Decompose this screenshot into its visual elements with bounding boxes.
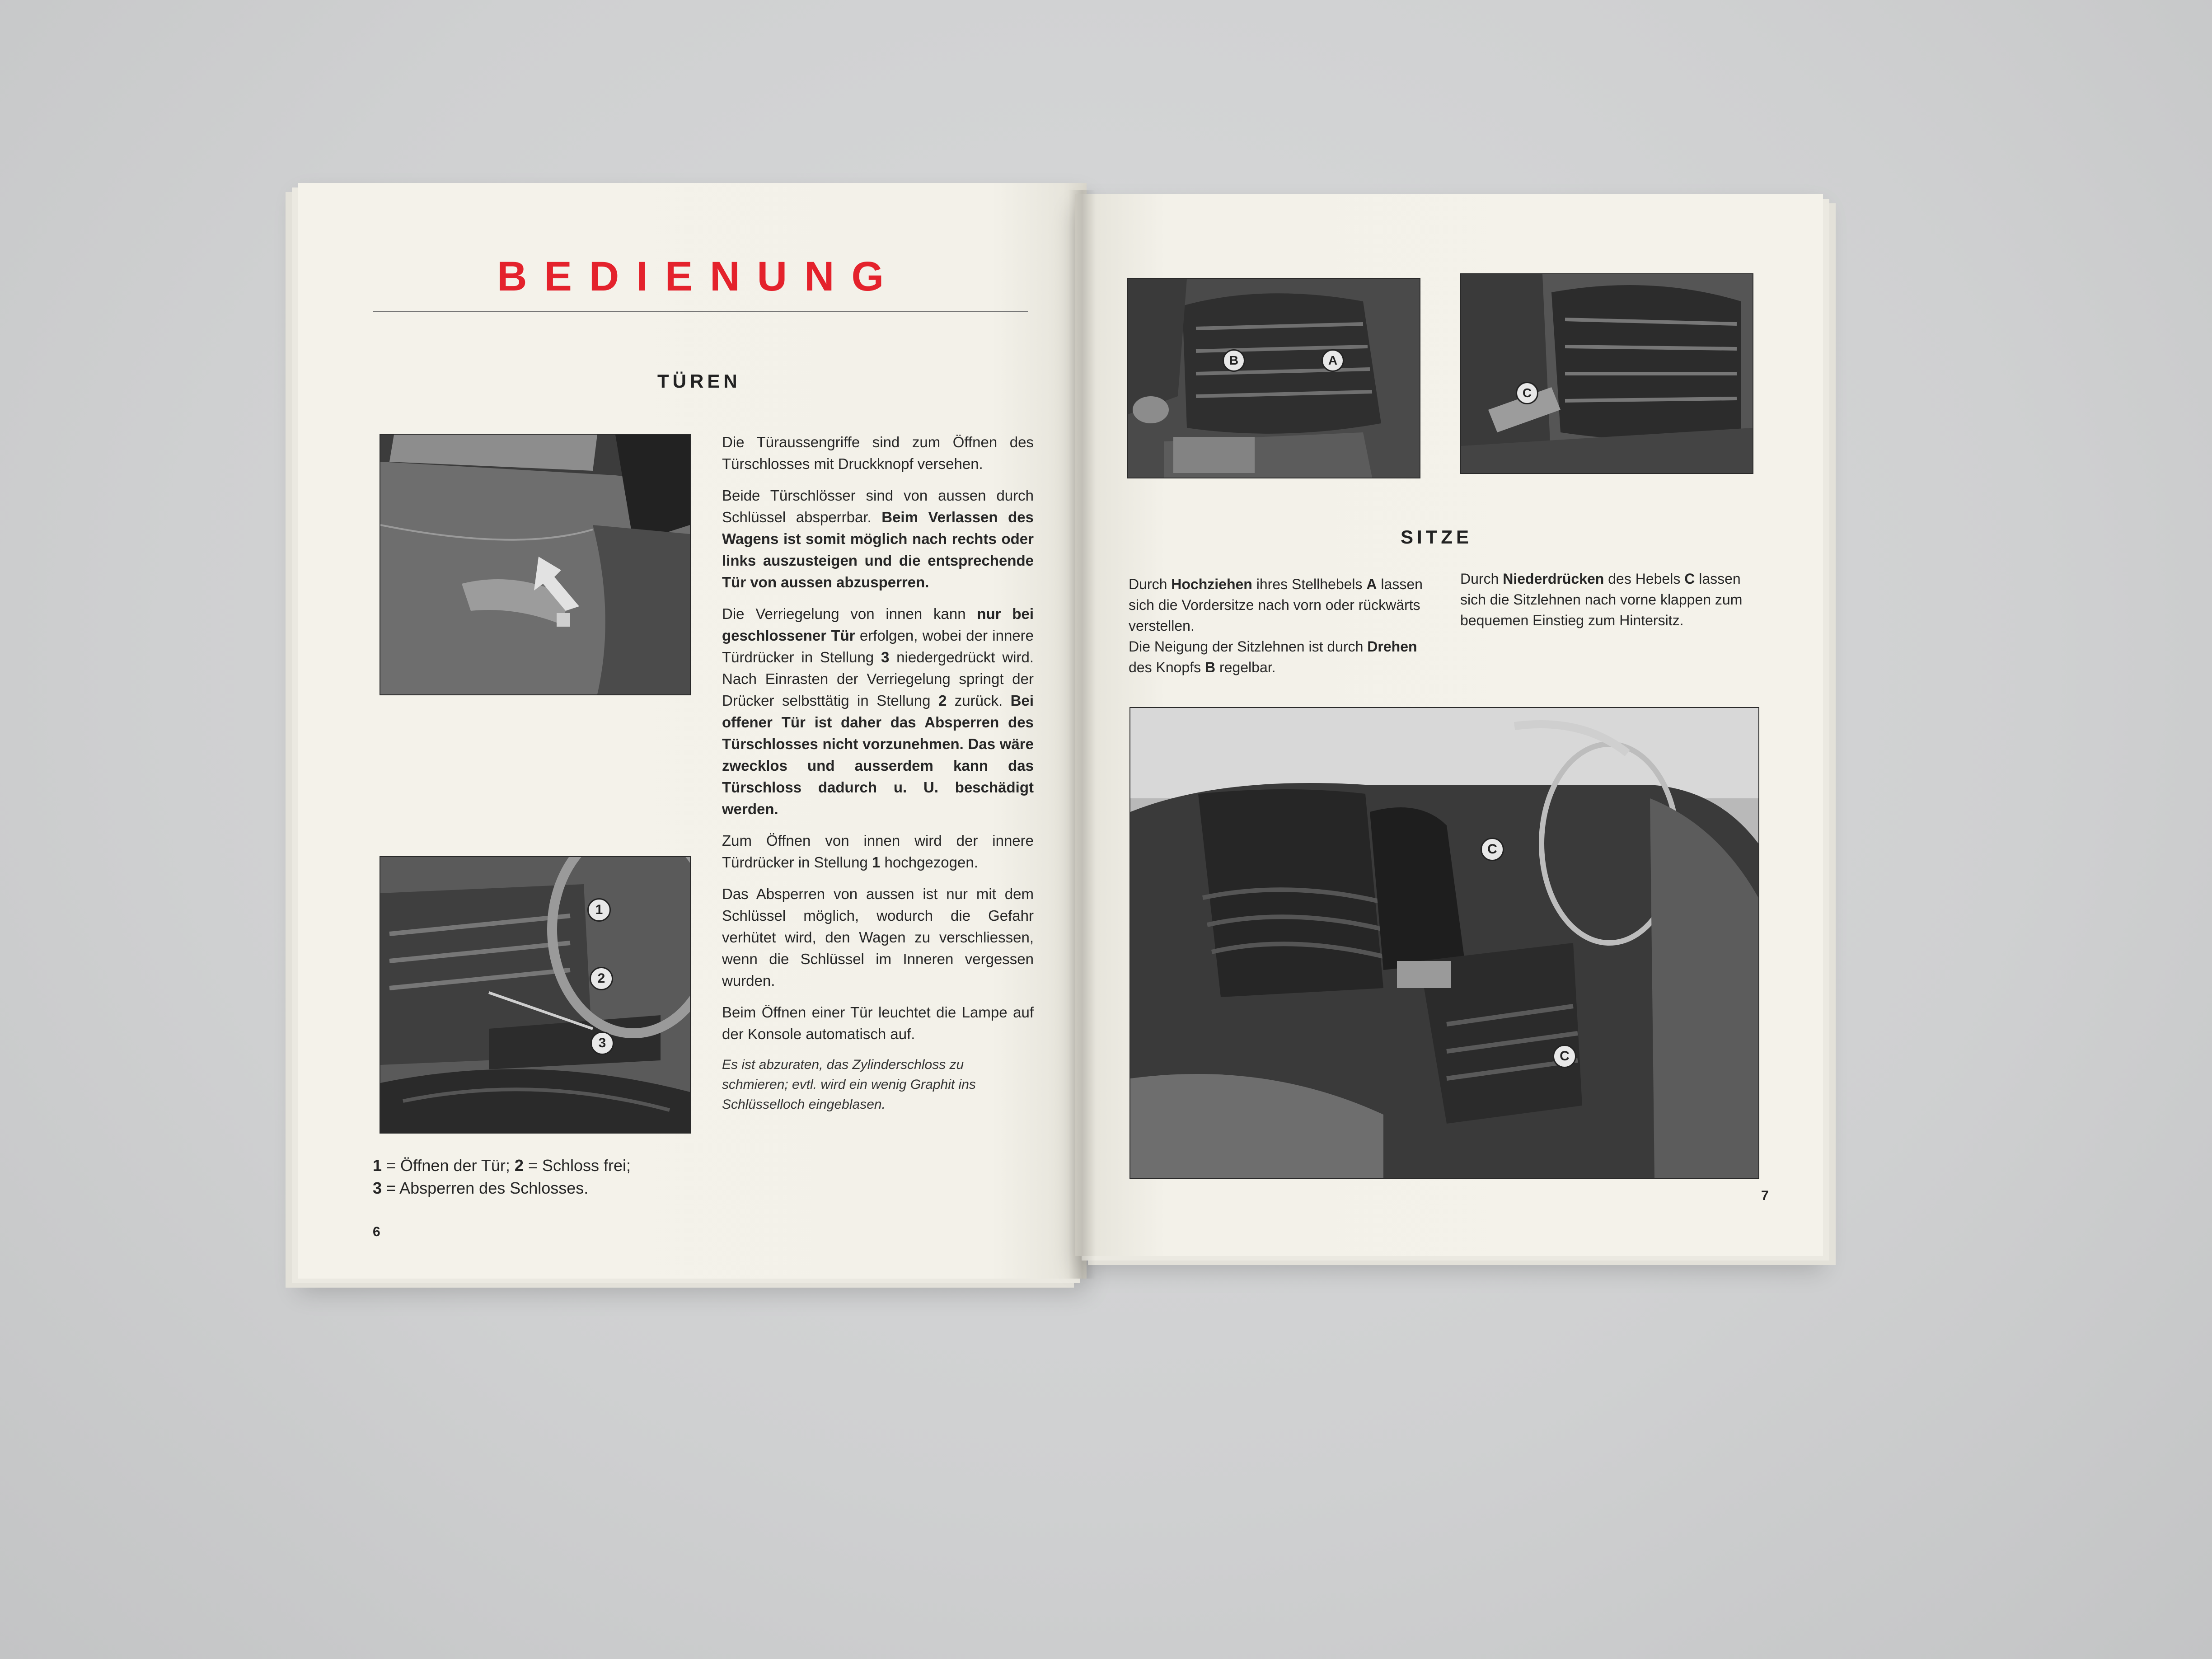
caption-text-3: = Absperren des Schlosses. [382, 1179, 589, 1197]
paragraph: Das Absperren von aussen ist nur mit dem Schlüssel möglich, wodurch die Gefahr verhütet wird, den Wagen zu verschliessen, wenn die Schlüssel im Inneren vergessen wurden. [722, 886, 1034, 989]
callout-b: B [1223, 349, 1245, 372]
bold-text: nur bei geschlossener Tür [722, 605, 1034, 644]
text: Zum Öffnen von innen wird der innere Türdrücker in Stellung [722, 832, 1034, 871]
text: des Knopfs [1129, 659, 1205, 675]
seat-text-col2 [1460, 568, 1758, 631]
bold-text: Niederdrücken [1503, 571, 1604, 587]
bold-text: 2 [938, 692, 947, 709]
bold-text: B [1205, 659, 1216, 675]
seat-text-col1 [1129, 574, 1427, 678]
text: Beide Türschlösser sind von aussen durch Schlüssel absperrbar. [722, 487, 1034, 525]
text: niedergedrückt wird. Nach Einrasten der Verriegelung springt der Drücker selbsttätig in Stellung [722, 649, 1034, 709]
text: des Hebels [1604, 571, 1685, 587]
bold-text: C [1684, 571, 1695, 587]
photo-door-interior [380, 856, 691, 1134]
photo-seat-fold [1460, 273, 1753, 474]
paragraph: Beim Öffnen einer Tür leuchtet die Lampe auf der Konsole automatisch auf. [722, 1004, 1034, 1042]
paragraph: Die Türaussengriffe sind zum Öffnen des Türschlosses mit Druckknopf versehen. [722, 434, 1034, 472]
section-title-tueren: TÜREN [657, 370, 741, 392]
paragraph [722, 830, 1034, 873]
italic-note: Es ist abzuraten, das Zylinderschloss zu schmieren; evtl. wird ein wenig Graphit ins Schlüsselloch eingeblasen. [722, 1057, 976, 1112]
heading-rule [373, 311, 1028, 312]
section-title-sitze: SITZE [1401, 526, 1473, 548]
paragraph [722, 603, 1034, 820]
text: regelbar. [1215, 659, 1276, 675]
door-caption [373, 1154, 698, 1200]
caption-text-2: = Schloss frei; [523, 1156, 631, 1175]
bold-text: Hochziehen [1171, 576, 1252, 592]
photo-seat-adjust [1127, 278, 1420, 478]
callout-c: C [1553, 1045, 1576, 1068]
page-number-right: 7 [1761, 1188, 1769, 1203]
caption-number-2: 2 [514, 1156, 524, 1175]
bold-text: 3 [881, 649, 890, 665]
text: Die Verriegelung von innen kann [722, 605, 977, 622]
book-gutter [1069, 190, 1096, 1279]
callout-c: C [1481, 838, 1504, 861]
page-number-left: 6 [373, 1224, 380, 1239]
paragraph [722, 485, 1034, 593]
caption-number-1: 1 [373, 1156, 382, 1175]
bold-text: A [1366, 576, 1377, 592]
text: Durch [1460, 571, 1503, 587]
caption-number-3: 3 [373, 1179, 382, 1197]
text: erfolgen, wobei der innere Türdrücker in Stellung [722, 627, 1034, 665]
bold-text: Drehen [1367, 638, 1417, 655]
text: lassen sich die Sitzlehnen nach vorne klappen zum bequemen Einstieg zum Hintersitz. [1460, 571, 1743, 628]
photo-door-exterior [380, 434, 691, 695]
callout-1: 1 [587, 898, 611, 922]
callout-c: C [1516, 382, 1538, 404]
text: Die Neigung der Sitzlehnen ist durch [1129, 638, 1368, 655]
photo-convertible-interior [1129, 707, 1759, 1179]
text: ihres Stellhebels [1252, 576, 1367, 592]
callout-2: 2 [590, 967, 613, 990]
text: hochgezogen. [880, 854, 978, 871]
text: Durch [1129, 576, 1172, 592]
page-heading: BEDIENUNG [497, 253, 901, 300]
text: lassen sich die Vordersitze nach vorn oder rückwärts verstellen. [1129, 576, 1423, 634]
text: zurück. [947, 692, 1011, 709]
bold-text: Bei offener Tür ist daher das Absperren des Türschlosses nicht vorzunehmen. Das wäre zwecklos und ausserdem kann das Türschloss dadurch u. U. beschädigt werden. [722, 692, 1034, 817]
door-text-column [722, 431, 1034, 1115]
bold-text: Beim Verlassen des Wagens ist somit möglich nach rechts oder links auszusteigen und die entsprechende Tür von aussen abzusperren. [722, 509, 1034, 590]
callout-a: A [1322, 349, 1344, 372]
callout-3: 3 [590, 1031, 614, 1055]
caption-text-1: = Öffnen der Tür; [382, 1156, 515, 1175]
bold-text: 1 [872, 854, 881, 871]
